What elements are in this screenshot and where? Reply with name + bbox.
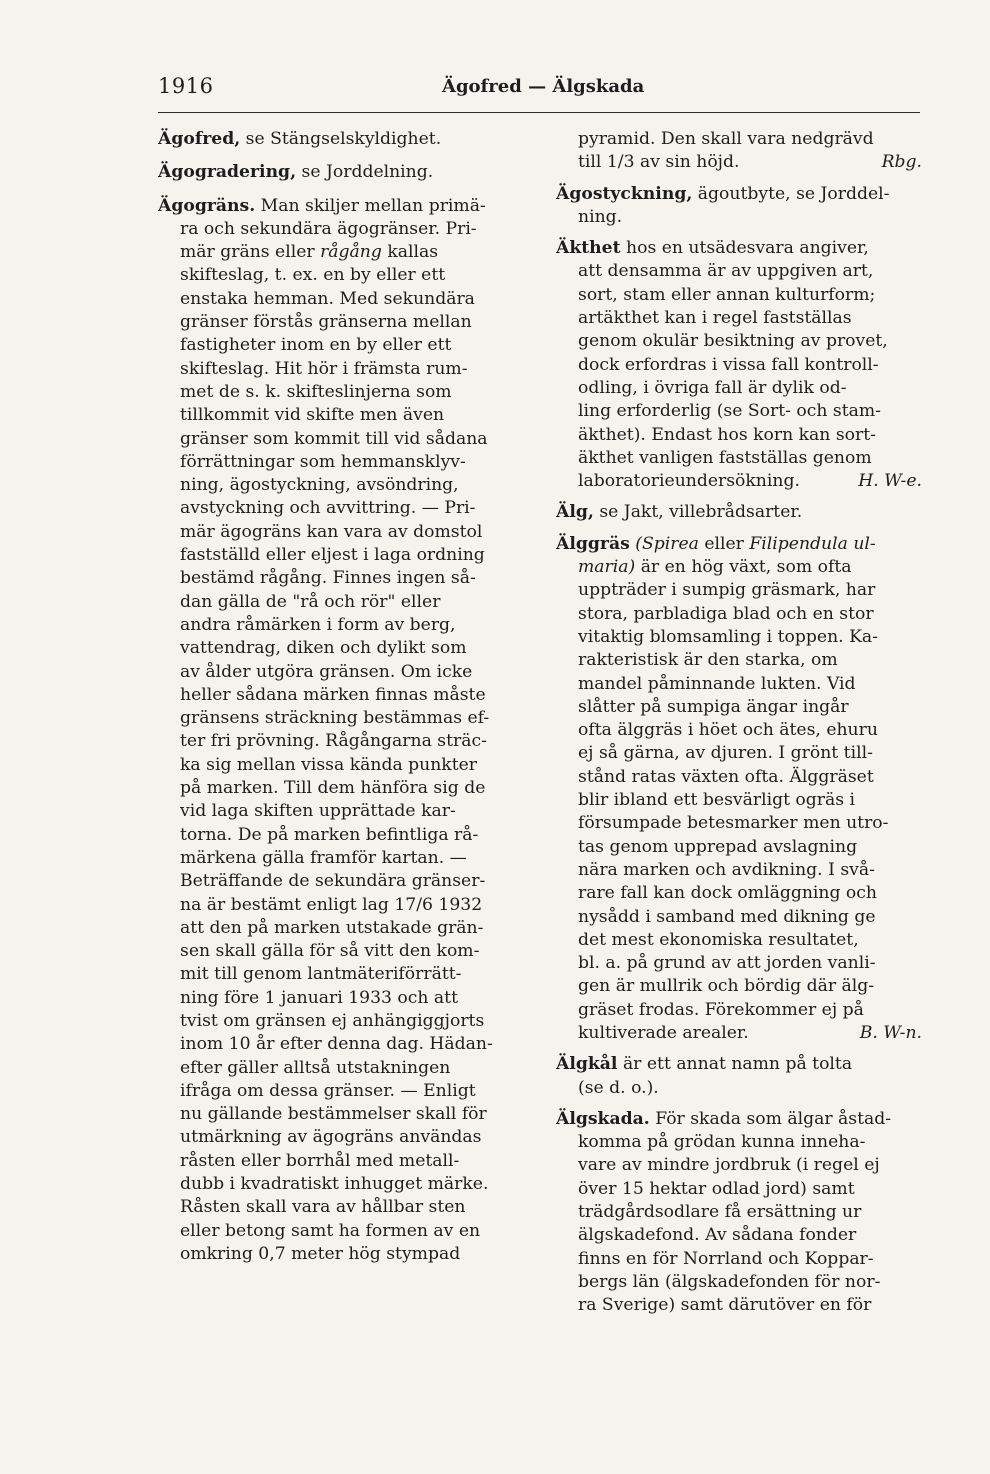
entry-continuation	[556, 128, 928, 175]
entry-first-line: Man skiljer mellan primä-	[260, 195, 486, 216]
entry-line: vattendrag, diken och dylikt som	[180, 638, 467, 659]
entry-line: heller sådana märken finnas måste	[180, 684, 486, 705]
entry-line: ling erforderlig (se Sort- och stam-	[578, 401, 881, 422]
entry-line: nu gällande bestämmelser skall för	[180, 1104, 487, 1125]
entry-line: genom okulär besiktning av provet,	[578, 331, 888, 352]
entry-line: Råsten skall vara av hållbar sten	[180, 1197, 466, 1218]
entry-text: se Stängselskyldighet.	[245, 129, 442, 149]
entry-line: blir ibland ett besvärligt ogräs i	[578, 790, 856, 811]
entry-line: utmärkning av ägogräns användas	[180, 1127, 482, 1148]
entry-line: Beträffande de sekundära gränser-	[180, 871, 486, 892]
entry-line: bl. a. på grund av att jorden vanli-	[578, 953, 876, 974]
entry-line: det mest ekonomiska resultatet,	[578, 929, 859, 950]
headword: Älggräs	[556, 533, 630, 554]
entry-body	[556, 260, 928, 470]
headword: Äkthet	[556, 238, 621, 259]
entry-body	[556, 1131, 928, 1317]
entry-line: rare fall kan dock omläggning och	[578, 883, 877, 904]
entry-line: mär ägogräns kan vara av domstol	[180, 521, 483, 542]
entry-line: älgskadefond. Av sådana fonder	[578, 1225, 857, 1246]
entry-line: finns en för Norrland och Koppar-	[578, 1248, 874, 1269]
entry-body	[158, 264, 526, 1266]
entry-line: råsten eller borrhål med metall-	[180, 1150, 460, 1171]
page-header	[158, 74, 920, 108]
entry-line: odling, i övriga fall är dylik od-	[578, 377, 847, 398]
entry-algskada	[556, 1108, 928, 1318]
entry-line: bestämd rågång. Finnes ingen så-	[180, 568, 476, 589]
entry-line: över 15 hektar odlad jord) samt	[578, 1178, 855, 1199]
entry-line: omkring 0,7 meter hög stympad	[180, 1243, 461, 1264]
entry-akthet	[556, 237, 928, 493]
entry-line: gräset frodas. Förekommer ej på	[578, 999, 864, 1020]
header-rule	[158, 112, 920, 113]
right-column	[556, 128, 928, 1448]
entry-line: skifteslag, t. ex. en by eller ett	[180, 265, 446, 286]
entry-line: ra Sverige) samt därutöver en för	[578, 1295, 872, 1316]
entry-line: efter gäller alltså utstakningen	[180, 1057, 451, 1078]
entry-line: vare av mindre jordbruk (i regel ej	[578, 1155, 880, 1176]
entry-line: fastställd eller eljest i laga ordning	[180, 545, 485, 566]
entry-line: vid laga skiften upprättade kar-	[180, 801, 456, 822]
entry-line: trädgårdsodlare få ersättning ur	[578, 1202, 862, 1223]
entry-algkal	[556, 1053, 928, 1100]
entry-line: torna. De på marken befintliga rå-	[180, 824, 479, 845]
entry-line: ter fri prövning. Rågångarna sträc-	[180, 731, 487, 752]
entry-first-line: hos en utsädesvara angiver,	[626, 238, 869, 259]
headword: Ägofred,	[158, 129, 241, 149]
running-title: Ägofred — Älgskada	[442, 76, 645, 97]
entry-body	[556, 579, 928, 1022]
entry-line: laboratorieundersökning. H. W-e.	[556, 470, 928, 493]
author-signature: Rbg.	[881, 152, 922, 173]
entry-line: tvist om gränsen ej anhängiggjorts	[180, 1010, 485, 1031]
entry-line: mit till genom lantmäteriförrätt-	[180, 964, 462, 985]
entry-line: dock erfordras i vissa fall kontroll-	[578, 354, 879, 375]
entry-line: gränser förstås gränserna mellan	[180, 312, 472, 333]
entry-line: ning.	[578, 206, 623, 227]
entry-line: andra råmärken i form av berg,	[180, 614, 456, 635]
entry-line: enstaka hemman. Med sekundära	[180, 288, 475, 309]
entry-line: sen skall gälla för så vitt den kom-	[180, 941, 480, 962]
entry-line: att densamma är av uppgiven art,	[578, 261, 874, 282]
entry-line: äkthet vanligen fastställas genom	[578, 447, 872, 468]
entry-first-line: För skada som älgar åstad-	[655, 1108, 892, 1129]
entry-alg	[556, 501, 928, 524]
entry-line: vitaktig blomsamling i toppen. Ka-	[578, 626, 878, 647]
entry-line: na är bestämt enligt lag 17/6 1932	[180, 894, 483, 915]
entry-agostyckning	[556, 183, 928, 230]
entry-line: gränser som kommit till vid sådana	[180, 428, 488, 449]
entry-first-line: ägoutbyte, se Jorddel-	[697, 183, 890, 204]
headword: Ägostyckning,	[556, 183, 693, 204]
italic-term: rågång	[320, 242, 382, 263]
entry-alggras: Älggräs (Spirea eller Filipendula ul- maria) är en hög växt, som ofta uppträder i sumpig gräsmark, har stora, parbladiga blad och en stor vitaktig blomsamling i toppen. Ka- rakteristisk är den starka, om mandel påminnande lukten. Vid slåtter på sumpiga ängar ingår ofta älggräs i höet och ätes, ehuru ej så gärna, av djuren. I grönt till- stånd ratas växten ofta. Älggräset blir ibland ett besvärligt ogräs i försumpade betesmarker men utro- tas genom upprepad avslagning nära marken och avdikning. I svå- rare fall kan dock omläggning och nysådd i samband med dikning ge det mest ekonomiska resultatet, bl. a. på grund av att jorden vanli- gen är mullrik och bördig där älg- gräset frodas. Förekommer ej på kultiverade arealer. B. W-n.	[556, 533, 928, 1046]
entry-line: till 1/3 av sin höjd. Rbg.	[556, 151, 928, 174]
page-number: 1916	[158, 74, 214, 98]
headword: Älg,	[556, 502, 594, 523]
headword: Ägogradering,	[158, 162, 297, 183]
entry-line: avstyckning och avvittring. — Pri-	[180, 498, 476, 519]
entry-line: ofta älggräs i höet och ätes, ehuru	[578, 720, 878, 741]
entry-line: inom 10 år efter denna dag. Hädan-	[180, 1034, 493, 1055]
entry-line: att den på marken utstakade grän-	[180, 917, 484, 938]
entry-line: mandel påminnande lukten. Vid	[578, 673, 856, 694]
entry-line: pyramid. Den skall vara nedgrävd	[578, 129, 874, 149]
headword: Älgskada.	[556, 1108, 650, 1129]
entry-line: försumpade betesmarker men utro-	[578, 813, 889, 834]
entry-line: skifteslag. Hit hör i främsta rum-	[180, 358, 468, 379]
entry-line: förrättningar som hemmansklyv-	[180, 451, 466, 472]
entry-line: ra och sekundära ägogränser. Pri-	[180, 218, 477, 239]
entry-line: mär gräns eller rågång kallas	[180, 242, 439, 263]
headword: Ägogräns.	[158, 195, 256, 216]
entry-line: bergs län (älgskadefonden för nor-	[578, 1271, 881, 1292]
entry-line: kultiverade arealer. B. W-n.	[556, 1022, 928, 1045]
entry-agofred	[158, 128, 526, 151]
entry-line: artäkthet kan i regel fastställas	[578, 308, 852, 329]
entry-first-line: är ett annat namn på tolta	[622, 1054, 853, 1075]
entry-line: maria) är en hög växt, som ofta	[578, 557, 852, 578]
entry-line: dan gälla de "rå och rör" eller	[180, 591, 441, 612]
entry-line: nysådd i samband med dikning ge	[578, 906, 876, 927]
entry-line: ning före 1 januari 1933 och att	[180, 987, 458, 1008]
entry-line: fastigheter inom en by eller ett	[180, 335, 452, 356]
entry-line: sort, stam eller annan kulturform;	[578, 284, 876, 305]
entry-line: gen är mullrik och bördig där älg-	[578, 976, 875, 997]
entry-line: märkena gälla framför kartan. —	[180, 847, 467, 868]
entry-line: gränsens sträckning bestämmas ef-	[180, 708, 490, 729]
left-column	[158, 128, 526, 1448]
entry-line: av ålder utgöra gränsen. Om icke	[180, 661, 473, 682]
entry-line: tillkommit vid skifte men även	[180, 405, 445, 426]
headword: Älgkål	[556, 1054, 618, 1075]
entry-line: uppträder i sumpig gräsmark, har	[578, 580, 876, 601]
entry-line: ej så gärna, av djuren. I grönt till-	[578, 743, 873, 764]
entry-line: dubb i kvadratiskt inhugget märke.	[180, 1174, 489, 1195]
entry-line: komma på grödan kunna inneha-	[578, 1132, 866, 1153]
entry-line: äkthet). Endast hos korn kan sort-	[578, 424, 876, 445]
entry-text: se Jorddelning.	[301, 162, 434, 183]
entry-line: tas genom upprepad avslagning	[578, 836, 858, 857]
entry-line: ka sig mellan vissa kända punkter	[180, 754, 478, 775]
entry-agogradering	[158, 161, 526, 184]
entry-line: stånd ratas växten ofta. Älggräset	[578, 766, 874, 787]
entry-agograns	[158, 195, 526, 1267]
entry-text: se Jakt, villebrådsarter.	[599, 502, 803, 523]
author-signature: B. W-n.	[859, 1022, 922, 1043]
entry-line: (se d. o.).	[578, 1077, 659, 1098]
entry-line: på marken. Till dem hänföra sig de	[180, 778, 486, 799]
entry-line: stora, parbladiga blad och en stor	[578, 603, 874, 624]
author-signature: H. W-e.	[858, 471, 922, 492]
entry-line: nära marken och avdikning. I svå-	[578, 859, 875, 880]
entry-line: slåtter på sumpiga ängar ingår	[578, 696, 849, 717]
entry-line: ning, ägostyckning, avsöndring,	[180, 475, 459, 496]
entry-line: rakteristisk är den starka, om	[578, 650, 838, 671]
entry-line: met de s. k. skifteslinjerna som	[180, 381, 452, 402]
entry-line: ifråga om dessa gränser. — Enligt	[180, 1080, 476, 1101]
entry-line: eller betong samt ha formen av en	[180, 1220, 481, 1241]
